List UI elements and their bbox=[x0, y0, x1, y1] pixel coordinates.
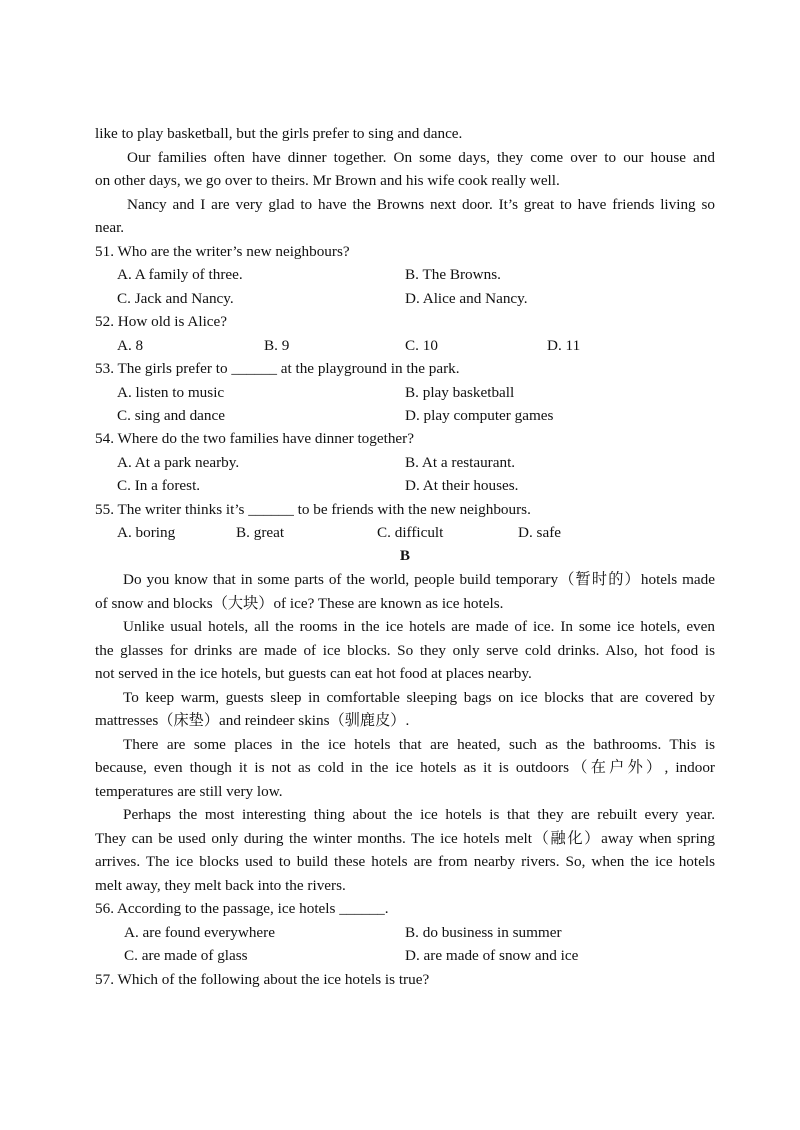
question-56: 56. According to the passage, ice hotels ______. bbox=[95, 900, 389, 917]
question-51: 51. Who are the writer’s new neighbours? bbox=[95, 243, 350, 260]
option-53-b: B. play basketball bbox=[405, 384, 515, 401]
passage-b-line: Unlike usual hotels, all the rooms in the ice hotels are made of ice. In some ice hotels, even bbox=[123, 618, 715, 635]
passage-b-line: because, even though it is not as cold in the ice hotels as it is outdoors（在户外）, indoor bbox=[95, 759, 715, 776]
passage-b-line: Do you know that in some parts of the world, people build temporary（暂时的）hotels made bbox=[123, 571, 715, 588]
option-56-d: D. are made of snow and ice bbox=[405, 947, 579, 964]
passage-b-line: Perhaps the most interesting thing about the ice hotels is that they are rebuilt every year. bbox=[123, 806, 715, 823]
option-52-a: A. 8 bbox=[117, 337, 144, 354]
option-51-d: D. Alice and Nancy. bbox=[405, 290, 528, 307]
passage-b-line: the glasses for drinks are made of ice blocks. So they only serve cold drinks. Also, hot food is bbox=[95, 642, 715, 659]
question-54: 54. Where do the two families have dinner together? bbox=[95, 430, 414, 447]
section-b-heading: B bbox=[399, 547, 411, 564]
passage-a-line: on other days, we go over to theirs. Mr Brown and his wife cook really well. bbox=[95, 172, 560, 189]
passage-b-line: They can be used only during the winter months. The ice hotels melt（融化）away when spring bbox=[95, 830, 715, 847]
passage-b-line: arrives. The ice blocks used to build these hotels are from nearby rivers. So, when the ice hotels bbox=[95, 853, 715, 870]
option-54-b: B. At a restaurant. bbox=[405, 454, 516, 471]
passage-b-line: temperatures are still very low. bbox=[95, 783, 283, 800]
option-51-b: B. The Browns. bbox=[405, 266, 501, 283]
passage-b-line: mattresses（床垫）and reindeer skins（驯鹿皮）. bbox=[95, 712, 410, 729]
option-54-a: A. At a park nearby. bbox=[117, 454, 240, 471]
option-55-a: A. boring bbox=[117, 524, 176, 541]
option-56-c: C. are made of glass bbox=[124, 947, 248, 964]
option-53-c: C. sing and dance bbox=[117, 407, 225, 424]
option-53-d: D. play computer games bbox=[405, 407, 554, 424]
passage-b-line: of snow and blocks（大块）of ice? These are known as ice hotels. bbox=[95, 595, 504, 612]
option-56-b: B. do business in summer bbox=[405, 924, 562, 941]
option-52-b: B. 9 bbox=[264, 337, 290, 354]
passage-b-line: melt away, they melt back into the rivers. bbox=[95, 877, 346, 894]
passage-a-line: Our families often have dinner together. On some days, they come over to our house and bbox=[127, 149, 715, 166]
passage-b-line: To keep warm, guests sleep in comfortable sleeping bags on ice blocks that are covered by bbox=[123, 689, 715, 706]
question-53: 53. The girls prefer to ______ at the playground in the park. bbox=[95, 360, 460, 377]
passage-b-line: not served in the ice hotels, but guests can eat hot food at places nearby. bbox=[95, 665, 532, 682]
option-56-a: A. are found everywhere bbox=[124, 924, 275, 941]
option-54-c: C. In a forest. bbox=[117, 477, 201, 494]
question-57: 57. Which of the following about the ice hotels is true? bbox=[95, 971, 430, 988]
option-55-d: D. safe bbox=[518, 524, 562, 541]
question-55: 55. The writer thinks it’s ______ to be friends with the new neighbours. bbox=[95, 501, 531, 518]
passage-b-line: There are some places in the ice hotels that are heated, such as the bathrooms. This is bbox=[123, 736, 715, 753]
passage-a-line: Nancy and I are very glad to have the Browns next door. It’s great to have friends living so bbox=[127, 196, 715, 213]
passage-a-line: like to play basketball, but the girls prefer to sing and dance. bbox=[95, 125, 463, 142]
question-52: 52. How old is Alice? bbox=[95, 313, 228, 330]
option-52-d: D. 11 bbox=[547, 337, 581, 354]
passage-a-line: near. bbox=[95, 219, 125, 236]
option-55-b: B. great bbox=[236, 524, 285, 541]
option-53-a: A. listen to music bbox=[117, 384, 225, 401]
option-52-c: C. 10 bbox=[405, 337, 438, 354]
option-51-c: C. Jack and Nancy. bbox=[117, 290, 234, 307]
option-54-d: D. At their houses. bbox=[405, 477, 519, 494]
option-51-a: A. A family of three. bbox=[117, 266, 243, 283]
option-55-c: C. difficult bbox=[377, 524, 444, 541]
